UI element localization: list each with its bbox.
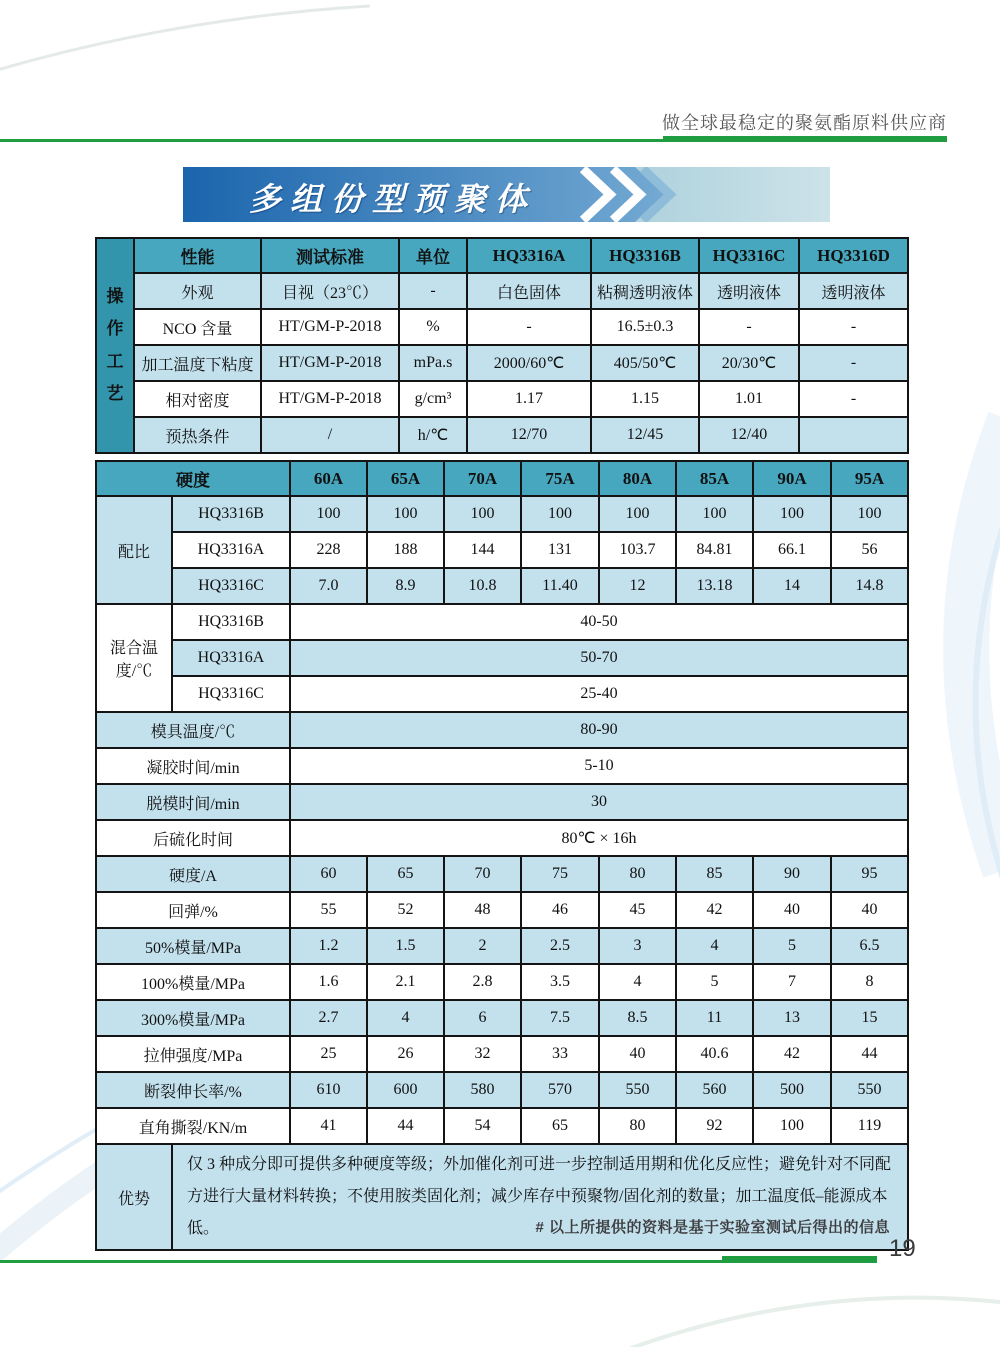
table-cell: 100 bbox=[753, 1108, 831, 1144]
table-cell: 2000/60℃ bbox=[467, 345, 591, 381]
column-header: HQ3316D bbox=[799, 238, 908, 273]
table-cell: 42 bbox=[753, 1036, 831, 1072]
row-label: 回弹/% bbox=[96, 892, 290, 928]
table-cell: 白色固体 bbox=[467, 273, 591, 309]
group-label-ratio: 配比 bbox=[96, 496, 172, 604]
table-cell: 16.5±0.3 bbox=[591, 309, 699, 345]
table-cell: 8.5 bbox=[599, 1000, 676, 1036]
top-rule-thick bbox=[663, 136, 947, 142]
table-cell: 84.81 bbox=[676, 532, 753, 568]
table-cell: 2.5 bbox=[521, 928, 599, 964]
table-cell: 40-50 bbox=[290, 604, 908, 640]
row-label: 模具温度/℃ bbox=[96, 712, 290, 748]
table-cell: 100 bbox=[753, 496, 831, 532]
section-banner bbox=[183, 167, 830, 222]
table-cell: 228 bbox=[290, 532, 367, 568]
table-cell: 33 bbox=[521, 1036, 599, 1072]
table-cell: 550 bbox=[599, 1072, 676, 1108]
table-cell: 25 bbox=[290, 1036, 367, 1072]
table-cell: - bbox=[399, 273, 467, 309]
table-cell: 65 bbox=[521, 1108, 599, 1144]
table-cell: 70 bbox=[444, 856, 521, 892]
table-cell: 80 bbox=[599, 856, 676, 892]
table-cell: 80-90 bbox=[290, 712, 908, 748]
table-cell: 1.01 bbox=[699, 381, 799, 417]
table-cell: / bbox=[261, 417, 399, 453]
row-label: HQ3316C bbox=[172, 676, 290, 712]
table-cell: 52 bbox=[367, 892, 444, 928]
table-cell: 32 bbox=[444, 1036, 521, 1072]
top-rule-thin bbox=[0, 139, 663, 142]
table-cell: 30 bbox=[290, 784, 908, 820]
table-cell: mPa.s bbox=[399, 345, 467, 381]
table-cell: 580 bbox=[444, 1072, 521, 1108]
row-label: HQ3316B bbox=[172, 496, 290, 532]
table-cell: 透明液体 bbox=[699, 273, 799, 309]
table-cell: 610 bbox=[290, 1072, 367, 1108]
table-cell: 10.8 bbox=[444, 568, 521, 604]
table-cell: 5 bbox=[753, 928, 831, 964]
table-cell: - bbox=[799, 381, 908, 417]
table-cell: 1.6 bbox=[290, 964, 367, 1000]
table-cell: 目视（23℃） bbox=[261, 273, 399, 309]
table-cell: 8.9 bbox=[367, 568, 444, 604]
table-cell: 2.8 bbox=[444, 964, 521, 1000]
page-number: 19 bbox=[889, 1235, 916, 1262]
column-header: 65A bbox=[367, 461, 444, 496]
row-label-advantages: 优势 bbox=[96, 1144, 172, 1250]
table-cell: 50-70 bbox=[290, 640, 908, 676]
table-cell: 100 bbox=[676, 496, 753, 532]
row-label: 300%模量/MPa bbox=[96, 1000, 290, 1036]
table-cell: 20/30℃ bbox=[699, 345, 799, 381]
column-header: 60A bbox=[290, 461, 367, 496]
column-header: 硬度 bbox=[96, 461, 290, 496]
column-header: 90A bbox=[753, 461, 831, 496]
row-label: 外观 bbox=[134, 273, 261, 309]
table-cell: - bbox=[699, 309, 799, 345]
table-cell: 6 bbox=[444, 1000, 521, 1036]
table-cell: 100 bbox=[831, 496, 908, 532]
table-cell: 40 bbox=[599, 1036, 676, 1072]
table-cell: 14 bbox=[753, 568, 831, 604]
table-cell: 56 bbox=[831, 532, 908, 568]
row-label: HQ3316C bbox=[172, 568, 290, 604]
row-label: 硬度/A bbox=[96, 856, 290, 892]
row-label: NCO 含量 bbox=[134, 309, 261, 345]
table-cell: HT/GM-P-2018 bbox=[261, 309, 399, 345]
column-header: 75A bbox=[521, 461, 599, 496]
table-cell bbox=[799, 417, 908, 453]
table-cell: 1.17 bbox=[467, 381, 591, 417]
section-title: 多组份型预聚体 bbox=[249, 181, 537, 217]
table-cell: 131 bbox=[521, 532, 599, 568]
table-cell: 1.2 bbox=[290, 928, 367, 964]
table-cell: 90 bbox=[753, 856, 831, 892]
table-cell: 100 bbox=[444, 496, 521, 532]
table-cell: h/℃ bbox=[399, 417, 467, 453]
table-cell: 92 bbox=[676, 1108, 753, 1144]
row-label: 凝胶时间/min bbox=[96, 748, 290, 784]
table-cell: 100 bbox=[290, 496, 367, 532]
row-label: 断裂伸长率/% bbox=[96, 1072, 290, 1108]
table-cell: % bbox=[399, 309, 467, 345]
table-cell: 26 bbox=[367, 1036, 444, 1072]
table-cell: 41 bbox=[290, 1108, 367, 1144]
row-label: HQ3316B bbox=[172, 604, 290, 640]
column-header: 85A bbox=[676, 461, 753, 496]
table-cell: 13.18 bbox=[676, 568, 753, 604]
table-cell: 75 bbox=[521, 856, 599, 892]
table-cell: 40 bbox=[831, 892, 908, 928]
column-header: 单位 bbox=[399, 238, 467, 273]
table-cell: 2.1 bbox=[367, 964, 444, 1000]
table-cell: 45 bbox=[599, 892, 676, 928]
table-cell: 15 bbox=[831, 1000, 908, 1036]
table-cell: 3.5 bbox=[521, 964, 599, 1000]
table-cell: 44 bbox=[367, 1108, 444, 1144]
table-cell: 550 bbox=[831, 1072, 908, 1108]
table-cell: 188 bbox=[367, 532, 444, 568]
table-cell: HT/GM-P-2018 bbox=[261, 345, 399, 381]
column-header: HQ3316A bbox=[467, 238, 591, 273]
table-cell: 11 bbox=[676, 1000, 753, 1036]
table-cell: 8 bbox=[831, 964, 908, 1000]
table-cell: 103.7 bbox=[599, 532, 676, 568]
table-cell: - bbox=[799, 309, 908, 345]
table-cell: 46 bbox=[521, 892, 599, 928]
table-cell: 40.6 bbox=[676, 1036, 753, 1072]
table-cell: 1.5 bbox=[367, 928, 444, 964]
row-label: 拉伸强度/MPa bbox=[96, 1036, 290, 1072]
table-cell: 600 bbox=[367, 1072, 444, 1108]
table-cell: 2.7 bbox=[290, 1000, 367, 1036]
table-cell: 55 bbox=[290, 892, 367, 928]
column-header: HQ3316B bbox=[591, 238, 699, 273]
row-label: 直角撕裂/KN/m bbox=[96, 1108, 290, 1144]
row-label: HQ3316A bbox=[172, 640, 290, 676]
table-cell: 透明液体 bbox=[799, 273, 908, 309]
table-cell: 11.40 bbox=[521, 568, 599, 604]
table-cell: 14.8 bbox=[831, 568, 908, 604]
row-label: 50%模量/MPa bbox=[96, 928, 290, 964]
table-cell: 560 bbox=[676, 1072, 753, 1108]
column-header: 80A bbox=[599, 461, 676, 496]
table-cell: 5-10 bbox=[290, 748, 908, 784]
table-cell: 500 bbox=[753, 1072, 831, 1108]
table-cell: HT/GM-P-2018 bbox=[261, 381, 399, 417]
table-cell: 2 bbox=[444, 928, 521, 964]
table-cell: 12 bbox=[599, 568, 676, 604]
table-cell: 44 bbox=[831, 1036, 908, 1072]
table-cell: 144 bbox=[444, 532, 521, 568]
table-cell: 12/70 bbox=[467, 417, 591, 453]
row-label: 后硫化时间 bbox=[96, 820, 290, 856]
row-label: HQ3316A bbox=[172, 532, 290, 568]
row-label: 加工温度下粘度 bbox=[134, 345, 261, 381]
table-cell: 12/45 bbox=[591, 417, 699, 453]
column-header: HQ3316C bbox=[699, 238, 799, 273]
table-cell: 4 bbox=[367, 1000, 444, 1036]
column-header: 70A bbox=[444, 461, 521, 496]
table-cell: 7.5 bbox=[521, 1000, 599, 1036]
table-cell: 7.0 bbox=[290, 568, 367, 604]
table-cell: 6.5 bbox=[831, 928, 908, 964]
row-label: 预热条件 bbox=[134, 417, 261, 453]
table-cell: 65 bbox=[367, 856, 444, 892]
row-label: 相对密度 bbox=[134, 381, 261, 417]
side-label-process: 操作工艺 bbox=[96, 238, 134, 453]
row-label: 脱模时间/min bbox=[96, 784, 290, 820]
table-cell: 1.15 bbox=[591, 381, 699, 417]
table-cell: 80℃ × 16h bbox=[290, 820, 908, 856]
table-cell: 粘稠透明液体 bbox=[591, 273, 699, 309]
group-label-mix-temp: 混合温度/℃ bbox=[96, 604, 172, 712]
table-cell: - bbox=[467, 309, 591, 345]
table-cell: 4 bbox=[599, 964, 676, 1000]
column-header: 测试标准 bbox=[261, 238, 399, 273]
table-cell: 60 bbox=[290, 856, 367, 892]
table-cell: 570 bbox=[521, 1072, 599, 1108]
header-slogan: 做全球最稳定的聚氨酯原料供应商 bbox=[662, 113, 947, 133]
column-header: 95A bbox=[831, 461, 908, 496]
formulation-table bbox=[95, 460, 909, 1251]
table-cell: - bbox=[799, 345, 908, 381]
table-cell: 25-40 bbox=[290, 676, 908, 712]
row-label: 100%模量/MPa bbox=[96, 964, 290, 1000]
table-cell: 4 bbox=[676, 928, 753, 964]
table-cell: 54 bbox=[444, 1108, 521, 1144]
table-cell: 95 bbox=[831, 856, 908, 892]
table-cell: 100 bbox=[367, 496, 444, 532]
table-cell: 12/40 bbox=[699, 417, 799, 453]
table-cell: 119 bbox=[831, 1108, 908, 1144]
process-table bbox=[95, 237, 909, 454]
table-cell: 405/50℃ bbox=[591, 345, 699, 381]
table-cell: 7 bbox=[753, 964, 831, 1000]
table-cell: 48 bbox=[444, 892, 521, 928]
column-header: 性能 bbox=[134, 238, 261, 273]
table-cell: 66.1 bbox=[753, 532, 831, 568]
table-cell: 100 bbox=[521, 496, 599, 532]
advantages-text: 仅 3 种成分即可提供多种硬度等级；外加催化剂可进一步控制适用期和优化反应性；避免针对不同配方进行大量材料转换；不使用胺类固化剂；减少库存中预聚物/固化剂的数量；加工温度低–能源成本低。 bbox=[172, 1144, 908, 1250]
table-cell: 42 bbox=[676, 892, 753, 928]
table-cell: 5 bbox=[676, 964, 753, 1000]
bottom-rule-thick bbox=[722, 1256, 877, 1262]
table-cell: 3 bbox=[599, 928, 676, 964]
table-cell: 80 bbox=[599, 1108, 676, 1144]
table-cell: 40 bbox=[753, 892, 831, 928]
table-cell: 13 bbox=[753, 1000, 831, 1036]
table-cell: 85 bbox=[676, 856, 753, 892]
footnote: # 以上所提供的资料是基于实验室测试后得出的信息 bbox=[535, 1219, 890, 1236]
table-cell: g/cm³ bbox=[399, 381, 467, 417]
table-cell: 100 bbox=[599, 496, 676, 532]
